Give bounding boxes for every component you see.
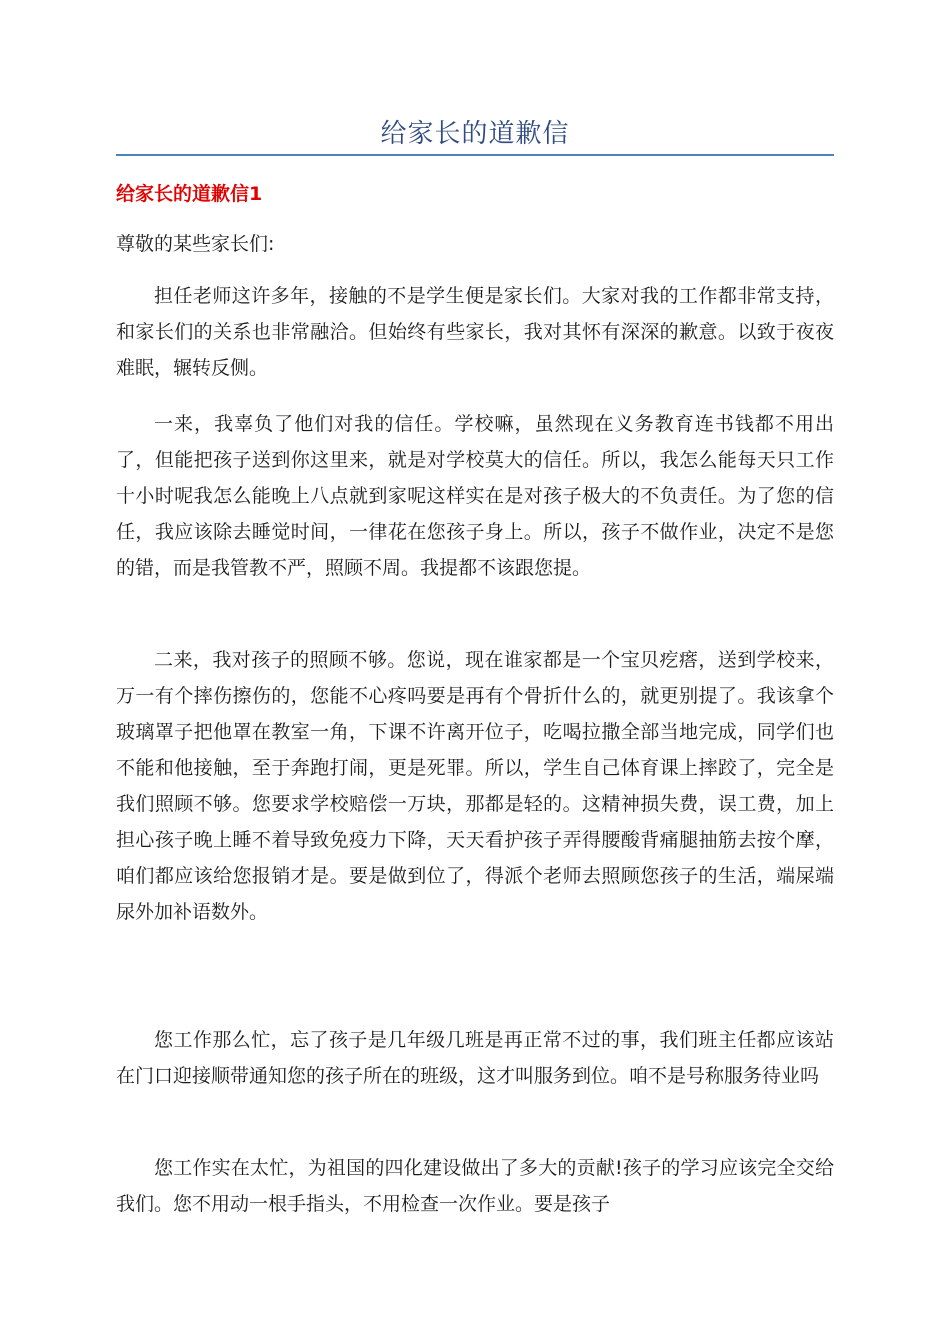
paragraph-5: 您工作实在太忙，为祖国的四化建设做出了多大的贡献!孩子的学习应该完全交给我们。您不用动一根手指头，不用检查一次作业。要是孩子: [116, 1157, 834, 1215]
document-title: 给家长的道歉信: [380, 119, 570, 149]
salutation: 尊敬的某些家长们:: [116, 233, 275, 255]
paragraph-1: 担任老师这许多年，接触的不是学生便是家长们。大家对我的工作都非常支持，和家长们的关系也非常融洽。但始终有些家长，我对其怀有深深的歉意。以致于夜夜难眠，辗转反侧。: [116, 285, 834, 379]
paragraph-2: 一来，我辜负了他们对我的信任。学校嘛，虽然现在义务教育连书钱都不用出了，但能把孩子送到你这里来，就是对学校莫大的信任。所以，我怎么能每天只工作十小时呢我怎么能晚上八点就到家呢这样实在是对孩子极大的不负责任。为了您的信任，我应该除去睡觉时间，一律花在您孩子身上。所以，孩子不做作业，决定不是您的错，而是我管教不严，照顾不周。我提都不该跟您提。: [116, 413, 834, 579]
paragraph-4: 您工作那么忙，忘了孩子是几年级几班是再正常不过的事，我们班主任都应该站在门口迎接顺带通知您的孩子所在的班级，这才叫服务到位。咱不是号称服务待业吗: [116, 1029, 834, 1087]
section-heading: 给家长的道歉信1: [116, 183, 263, 205]
title-underline-rule: [116, 154, 834, 156]
paragraph-3: 二来，我对孩子的照顾不够。您说，现在谁家都是一个宝贝疙瘩，送到学校来，万一有个摔伤擦伤的，您能不心疼吗要是再有个骨折什么的，就更别提了。我该拿个玻璃罩子把他罩在教室一角，下课不许离开位子，吃喝拉撒全部当地完成，同学们也不能和他接触，至于奔跑打闹，更是死罪。所以，学生自己体育课上摔跤了，完全是我们照顾不够。您要求学校赔偿一万块，那都是轻的。这精神损失费，误工费，加上担心孩子晚上睡不着导致免疫力下降，天天看护孩子弄得腰酸背痛腿抽筋去按个摩，咱们都应该给您报销才是。要是做到位了，得派个老师去照顾您孩子的生活，端屎端尿外加补语数外。: [116, 649, 834, 923]
